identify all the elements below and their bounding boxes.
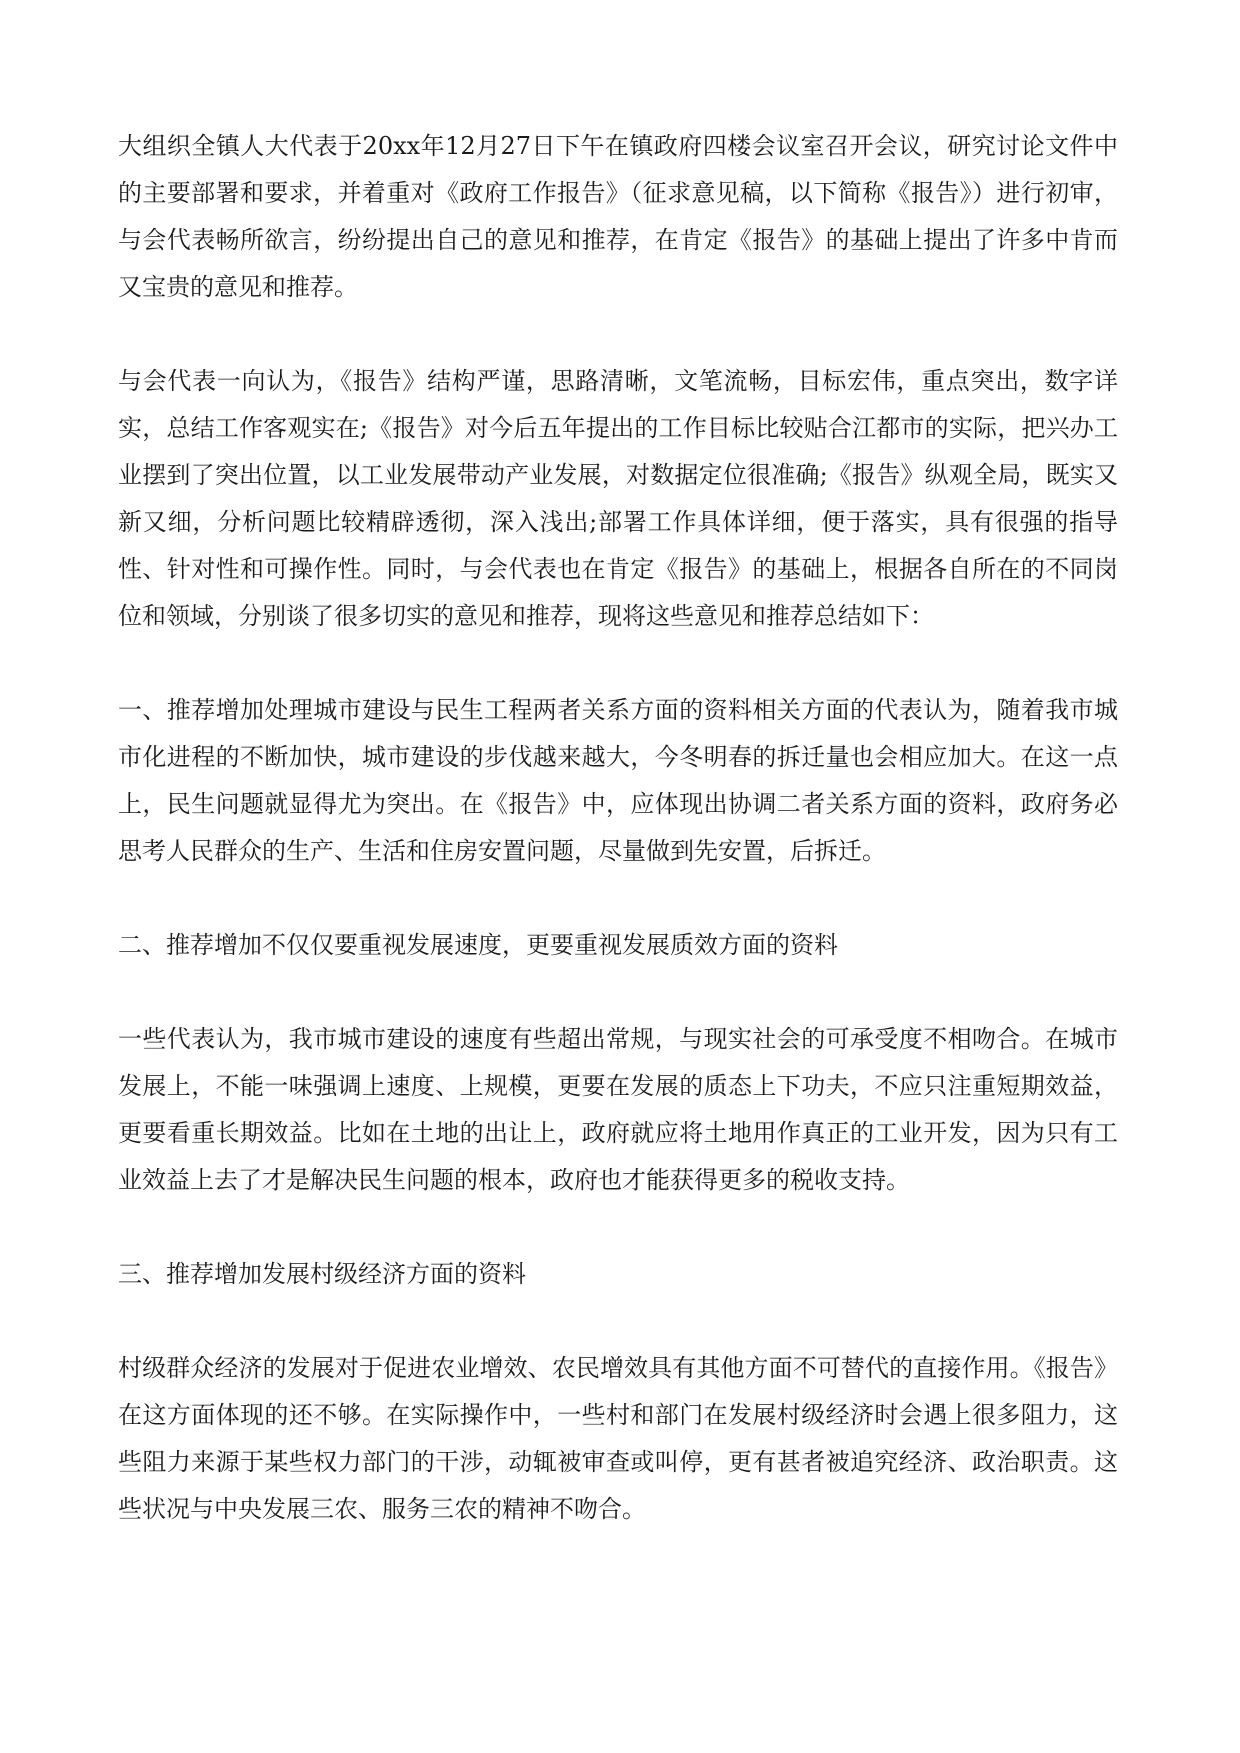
document-body <box>118 123 1118 1533</box>
paragraph-meeting-intro: 大组织全镇人大代表于20xx年12月27日下午在镇政府四楼会议室召开会议，研究讨论文件中的主要部署和要求，并着重对《政府工作报告》（征求意见稿，以下简称《报告》）进行初审，与会代表畅所欲言，纷纷提出自己的意见和推荐，在肯定《报告》的基础上提出了许多中肯而又宝贵的意见和推荐。 <box>118 132 1118 301</box>
paragraph-general-opinion: 与会代表一向认为，《报告》结构严谨，思路清晰，文笔流畅，目标宏伟，重点突出，数字详实，总结工作客观实在;《报告》对今后五年提出的工作目标比较贴合江都市的实际，把兴办工业摆到了突出位置，以工业发展带动产业发展，对数据定位很准确;《报告》纵观全局，既实又新又细，分析问题比较精辟透彻，深入浅出;部署工作具体详细，便于落实，具有很强的指导性、针对性和可操作性。同时，与会代表也在肯定《报告》的基础上，根据各自所在的不同岗位和领域，分别谈了很多切实的意见和推荐，现将这些意见和推荐总结如下： <box>118 367 1118 630</box>
heading-suggestion-two: 二、推荐增加不仅仅要重视发展速度，更要重视发展质效方面的资料 <box>118 931 838 959</box>
paragraph-suggestion-one: 一、推荐增加处理城市建设与民生工程两者关系方面的资料相关方面的代表认为，随着我市城市化进程的不断加快，城市建设的步伐越来越大，今冬明春的拆迁量也会相应加大。在这一点上，民生问题就显得尤为突出。在《报告》中，应体现出协调二者关系方面的资料，政府务必思考人民群众的生产、生活和住房安置问题，尽量做到先安置，后拆迁。 <box>118 696 1118 865</box>
paragraph-suggestion-three-body: 村级群众经济的发展对于促进农业增效、农民增效具有其他方面不可替代的直接作用。《报告》在这方面体现的还不够。在实际操作中，一些村和部门在发展村级经济时会遇上很多阻力，这些阻力来源于某些权力部门的干涉，动辄被审查或叫停，更有甚者被追究经济、政治职责。这些状况与中央发展三农、服务三农的精神不吻合。 <box>118 1354 1118 1523</box>
paragraph-suggestion-two-body: 一些代表认为，我市城市建设的速度有些超出常规，与现实社会的可承受度不相吻合。在城市发展上，不能一味强调上速度、上规模，更要在发展的质态上下功夫，不应只注重短期效益，更要看重长期效益。比如在土地的出让上，政府就应将土地用作真正的工业开发，因为只有工业效益上去了才是解决民生问题的根本，政府也才能获得更多的税收支持。 <box>118 1025 1118 1194</box>
heading-suggestion-three: 三、推荐增加发展村级经济方面的资料 <box>118 1260 526 1288</box>
